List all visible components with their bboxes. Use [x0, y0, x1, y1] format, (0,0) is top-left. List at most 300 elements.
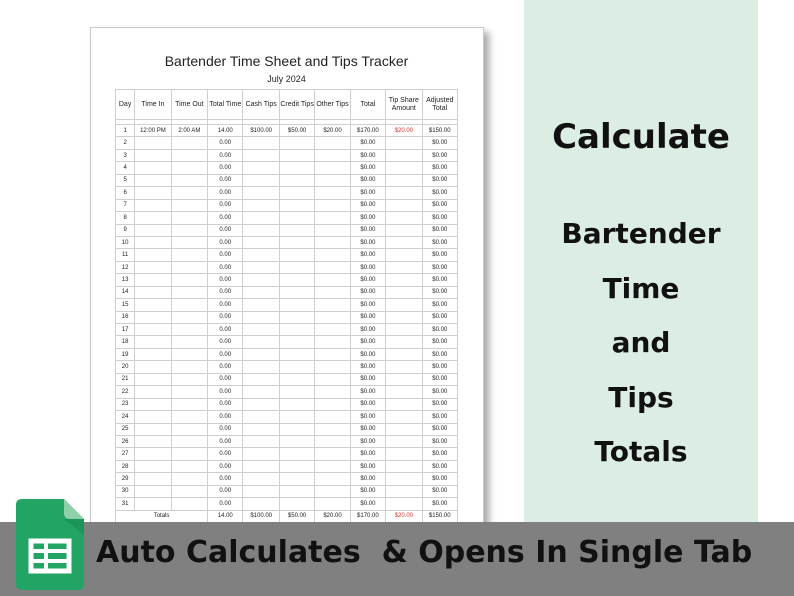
- table-cell: [171, 299, 207, 311]
- table-cell: [315, 162, 350, 174]
- table-cell: $0.00: [422, 137, 457, 149]
- table-cell: $0.00: [350, 137, 385, 149]
- table-cell: [243, 299, 279, 311]
- table-row: [116, 249, 458, 261]
- table-cell: $0.00: [422, 336, 457, 348]
- table-cell: [279, 149, 314, 161]
- table-cell: 0.00: [208, 236, 243, 248]
- table-cell: 0.00: [208, 423, 243, 435]
- table-cell: 0.00: [208, 460, 243, 472]
- table-cell: [315, 336, 350, 348]
- table-cell: $0.00: [422, 485, 457, 497]
- table-cell: [386, 137, 422, 149]
- table-cell: [135, 162, 171, 174]
- table-header-row: [116, 90, 458, 120]
- table-cell: $150.00: [422, 125, 457, 137]
- table-cell: $0.00: [422, 423, 457, 435]
- table-cell: 12: [116, 261, 135, 273]
- table-cell: [315, 460, 350, 472]
- table-cell: 0.00: [208, 249, 243, 261]
- table-cell: [315, 473, 350, 485]
- table-cell: [171, 137, 207, 149]
- table-cell: [315, 249, 350, 261]
- table-cell: 0.00: [208, 361, 243, 373]
- table-cell: 0.00: [208, 348, 243, 360]
- table-cell: [386, 411, 422, 423]
- table-cell: 0.00: [208, 448, 243, 460]
- table-cell: [386, 373, 422, 385]
- table-cell: [315, 398, 350, 410]
- table-cell: $0.00: [422, 386, 457, 398]
- table-cell: [135, 423, 171, 435]
- table-cell: [243, 236, 279, 248]
- table-row: [116, 485, 458, 497]
- table-row: [116, 361, 458, 373]
- table-cell: 7: [116, 199, 135, 211]
- table-cell: $0.00: [350, 274, 385, 286]
- table-cell: [279, 174, 314, 186]
- table-cell: [279, 286, 314, 298]
- table-cell: 0.00: [208, 324, 243, 336]
- table-cell: $0.00: [350, 187, 385, 199]
- table-cell: 19: [116, 348, 135, 360]
- table-cell: [135, 361, 171, 373]
- table-cell: 0.00: [208, 212, 243, 224]
- table-cell: [386, 386, 422, 398]
- promo-heading: Calculate: [552, 117, 730, 157]
- table-cell: $0.00: [350, 162, 385, 174]
- table-cell: [279, 373, 314, 385]
- table-cell: 0.00: [208, 411, 243, 423]
- table-cell: [386, 448, 422, 460]
- table-cell: [386, 187, 422, 199]
- column-header: Total: [350, 90, 385, 120]
- table-cell: [171, 149, 207, 161]
- table-cell: [386, 199, 422, 211]
- table-cell: [279, 361, 314, 373]
- table-cell: $0.00: [350, 286, 385, 298]
- table-cell: [243, 162, 279, 174]
- table-cell: [135, 398, 171, 410]
- table-cell: 30: [116, 485, 135, 497]
- table-cell: 4: [116, 162, 135, 174]
- table-cell: [279, 324, 314, 336]
- table-cell: [243, 473, 279, 485]
- table-row: [116, 236, 458, 248]
- table-cell: [171, 361, 207, 373]
- table-cell: [243, 423, 279, 435]
- table-cell: $50.00: [279, 125, 314, 137]
- table-cell: [279, 212, 314, 224]
- table-cell: [386, 286, 422, 298]
- table-cell: [279, 261, 314, 273]
- table-cell: $0.00: [422, 224, 457, 236]
- table-cell: $0.00: [422, 324, 457, 336]
- table-cell: [315, 411, 350, 423]
- table-cell: 17: [116, 324, 135, 336]
- table-cell: [386, 236, 422, 248]
- table-cell: [243, 249, 279, 261]
- table-cell: [243, 411, 279, 423]
- table-cell: [135, 473, 171, 485]
- table-cell: 0.00: [208, 286, 243, 298]
- table-cell: $0.00: [350, 311, 385, 323]
- table-cell: [171, 448, 207, 460]
- totals-cell: $170.00: [350, 510, 385, 522]
- table-cell: [135, 386, 171, 398]
- table-cell: [243, 311, 279, 323]
- table-cell: $20.00: [386, 125, 422, 137]
- table-cell: [243, 336, 279, 348]
- table-cell: $170.00: [350, 125, 385, 137]
- table-cell: $0.00: [422, 199, 457, 211]
- table-cell: [243, 435, 279, 447]
- table-cell: 8: [116, 212, 135, 224]
- table-cell: [243, 274, 279, 286]
- table-cell: [171, 286, 207, 298]
- sheet-title: Bartender Time Sheet and Tips Tracker: [164, 53, 409, 69]
- table-cell: [386, 311, 422, 323]
- column-header: Time In: [135, 90, 171, 120]
- table-cell: [135, 460, 171, 472]
- table-cell: [171, 373, 207, 385]
- table-cell: [315, 149, 350, 161]
- table-cell: 0.00: [208, 473, 243, 485]
- table-cell: [315, 174, 350, 186]
- table-cell: [386, 398, 422, 410]
- banner-text: Auto Calculates & Opens In Single Tab: [96, 535, 753, 570]
- table-cell: [135, 448, 171, 460]
- table-cell: $0.00: [350, 174, 385, 186]
- table-cell: [243, 261, 279, 273]
- table-cell: [171, 274, 207, 286]
- table-cell: 23: [116, 398, 135, 410]
- table-cell: $0.00: [422, 249, 457, 261]
- table-cell: $0.00: [350, 448, 385, 460]
- table-row: [116, 274, 458, 286]
- table-cell: [135, 286, 171, 298]
- table-cell: [243, 174, 279, 186]
- table-cell: [135, 137, 171, 149]
- table-row: [116, 398, 458, 410]
- table-cell: $0.00: [422, 435, 457, 447]
- table-cell: [279, 348, 314, 360]
- table-cell: 0.00: [208, 274, 243, 286]
- table-cell: [279, 336, 314, 348]
- table-cell: $0.00: [422, 498, 457, 510]
- table-cell: [279, 473, 314, 485]
- table-cell: 24: [116, 411, 135, 423]
- table-cell: $0.00: [422, 411, 457, 423]
- table-cell: [315, 423, 350, 435]
- table-cell: [243, 348, 279, 360]
- table-row: [116, 498, 458, 510]
- table-cell: 20: [116, 361, 135, 373]
- table-cell: [279, 485, 314, 497]
- table-cell: 0.00: [208, 187, 243, 199]
- table-cell: [171, 411, 207, 423]
- table-cell: [315, 311, 350, 323]
- table-cell: $0.00: [350, 149, 385, 161]
- column-header: Time Out: [171, 90, 207, 120]
- table-cell: [243, 199, 279, 211]
- table-cell: 0.00: [208, 199, 243, 211]
- table-cell: $0.00: [422, 286, 457, 298]
- table-cell: [315, 361, 350, 373]
- table-cell: [243, 137, 279, 149]
- table-cell: 2: [116, 137, 135, 149]
- table-cell: [315, 373, 350, 385]
- table-cell: [279, 199, 314, 211]
- table-cell: 0.00: [208, 261, 243, 273]
- table-cell: $0.00: [422, 187, 457, 199]
- table-cell: [135, 261, 171, 273]
- table-row: [116, 448, 458, 460]
- table-cell: [171, 460, 207, 472]
- table-cell: 0.00: [208, 149, 243, 161]
- totals-cell: $20.00: [386, 510, 422, 522]
- table-row: [116, 125, 458, 137]
- table-cell: [386, 361, 422, 373]
- table-cell: [315, 187, 350, 199]
- table-cell: [386, 249, 422, 261]
- table-cell: 0.00: [208, 224, 243, 236]
- table-cell: 11: [116, 249, 135, 261]
- table-cell: $0.00: [350, 423, 385, 435]
- table-cell: [386, 336, 422, 348]
- tips-table: [115, 89, 458, 523]
- table-cell: [386, 460, 422, 472]
- table-cell: [315, 261, 350, 273]
- table-row: [116, 212, 458, 224]
- table-cell: [135, 249, 171, 261]
- table-cell: $0.00: [422, 212, 457, 224]
- table-cell: 9: [116, 224, 135, 236]
- table-cell: $0.00: [350, 261, 385, 273]
- table-cell: [171, 174, 207, 186]
- table-cell: $0.00: [350, 361, 385, 373]
- table-cell: 0.00: [208, 398, 243, 410]
- table-cell: 18: [116, 336, 135, 348]
- table-cell: 21: [116, 373, 135, 385]
- table-cell: [135, 348, 171, 360]
- table-cell: 12:00 PM: [135, 125, 171, 137]
- table-cell: [279, 423, 314, 435]
- table-cell: [315, 386, 350, 398]
- table-cell: $0.00: [350, 212, 385, 224]
- table-cell: [171, 485, 207, 497]
- table-cell: [135, 274, 171, 286]
- table-cell: [386, 485, 422, 497]
- table-cell: [386, 212, 422, 224]
- table-cell: 16: [116, 311, 135, 323]
- table-cell: [386, 224, 422, 236]
- table-cell: [171, 386, 207, 398]
- table-cell: 28: [116, 460, 135, 472]
- totals-cell: $150.00: [422, 510, 457, 522]
- table-cell: [135, 299, 171, 311]
- table-cell: [386, 324, 422, 336]
- table-cell: 0.00: [208, 373, 243, 385]
- table-cell: [243, 324, 279, 336]
- table-row: [116, 373, 458, 385]
- table-cell: $0.00: [422, 448, 457, 460]
- promo-line: Time: [602, 272, 680, 305]
- table-cell: [386, 162, 422, 174]
- column-header: Tip Share Amount: [386, 90, 422, 120]
- promo-line: Bartender: [561, 217, 721, 250]
- table-cell: [135, 498, 171, 510]
- table-cell: [279, 137, 314, 149]
- totals-label: Totals: [116, 510, 208, 522]
- table-cell: $0.00: [422, 162, 457, 174]
- table-row: [116, 411, 458, 423]
- table-cell: 27: [116, 448, 135, 460]
- table-cell: [243, 286, 279, 298]
- table-cell: [243, 373, 279, 385]
- table-cell: [171, 236, 207, 248]
- table-cell: [279, 460, 314, 472]
- table-cell: 31: [116, 498, 135, 510]
- table-cell: 29: [116, 473, 135, 485]
- table-cell: [315, 485, 350, 497]
- table-cell: [386, 174, 422, 186]
- table-cell: 3: [116, 149, 135, 161]
- table-cell: [171, 311, 207, 323]
- table-cell: [171, 162, 207, 174]
- table-cell: 0.00: [208, 174, 243, 186]
- column-header: Day: [116, 90, 135, 120]
- table-cell: 14: [116, 286, 135, 298]
- table-cell: $0.00: [350, 485, 385, 497]
- table-cell: 15: [116, 299, 135, 311]
- promo-line: Tips: [608, 381, 674, 414]
- table-cell: 0.00: [208, 299, 243, 311]
- table-cell: [243, 498, 279, 510]
- table-cell: [243, 398, 279, 410]
- table-cell: $0.00: [422, 299, 457, 311]
- table-cell: [171, 199, 207, 211]
- table-cell: [171, 398, 207, 410]
- table-row: [116, 187, 458, 199]
- table-cell: [386, 274, 422, 286]
- table-cell: $0.00: [422, 274, 457, 286]
- table-cell: 25: [116, 423, 135, 435]
- table-cell: [135, 336, 171, 348]
- table-row: [116, 324, 458, 336]
- promo-line: and: [611, 326, 671, 359]
- table-cell: [171, 212, 207, 224]
- table-cell: 13: [116, 274, 135, 286]
- table-cell: $0.00: [422, 311, 457, 323]
- table-cell: [279, 311, 314, 323]
- table-cell: [135, 199, 171, 211]
- table-cell: [315, 212, 350, 224]
- totals-cell: $20.00: [315, 510, 350, 522]
- table-cell: [135, 174, 171, 186]
- sheet-subtitle: July 2024: [267, 74, 306, 84]
- table-cell: [171, 324, 207, 336]
- table-cell: 2:00 AM: [171, 125, 207, 137]
- table-cell: $0.00: [350, 249, 385, 261]
- table-cell: [315, 498, 350, 510]
- table-cell: [279, 236, 314, 248]
- table-cell: $0.00: [422, 361, 457, 373]
- table-cell: [315, 236, 350, 248]
- table-cell: [386, 423, 422, 435]
- table-cell: [315, 224, 350, 236]
- table-cell: $0.00: [422, 174, 457, 186]
- table-cell: [279, 299, 314, 311]
- table-cell: [315, 435, 350, 447]
- promo-line: Totals: [594, 435, 688, 468]
- table-cell: [135, 187, 171, 199]
- table-cell: $0.00: [350, 299, 385, 311]
- column-header: Cash Tips: [243, 90, 279, 120]
- table-cell: [386, 261, 422, 273]
- table-cell: [315, 324, 350, 336]
- table-cell: $0.00: [350, 473, 385, 485]
- table-cell: [135, 212, 171, 224]
- table-cell: [315, 137, 350, 149]
- table-cell: [135, 236, 171, 248]
- table-row: [116, 224, 458, 236]
- table-cell: [243, 361, 279, 373]
- table-cell: [279, 398, 314, 410]
- table-cell: 5: [116, 174, 135, 186]
- table-cell: $0.00: [422, 373, 457, 385]
- table-cell: [315, 199, 350, 211]
- table-cell: [171, 336, 207, 348]
- table-cell: [315, 348, 350, 360]
- table-cell: 0.00: [208, 498, 243, 510]
- table-cell: 0.00: [208, 336, 243, 348]
- table-cell: $0.00: [422, 473, 457, 485]
- table-cell: [171, 498, 207, 510]
- table-cell: $0.00: [350, 460, 385, 472]
- table-row: [116, 460, 458, 472]
- table-row: [116, 261, 458, 273]
- table-cell: [279, 435, 314, 447]
- table-cell: [243, 212, 279, 224]
- totals-cell: $50.00: [279, 510, 314, 522]
- table-cell: [171, 261, 207, 273]
- column-header: Credit Tips: [279, 90, 314, 120]
- table-cell: [171, 348, 207, 360]
- table-cell: [386, 435, 422, 447]
- table-cell: [279, 187, 314, 199]
- table-cell: $0.00: [350, 435, 385, 447]
- table-cell: [171, 423, 207, 435]
- table-cell: [279, 162, 314, 174]
- table-cell: [279, 498, 314, 510]
- table-cell: [135, 411, 171, 423]
- table-cell: [279, 249, 314, 261]
- table-row: [116, 348, 458, 360]
- table-cell: $0.00: [350, 411, 385, 423]
- table-row: [116, 336, 458, 348]
- table-cell: [279, 411, 314, 423]
- google-sheets-icon: [16, 499, 84, 590]
- totals-row: [116, 510, 458, 522]
- table-cell: [386, 473, 422, 485]
- table-cell: 0.00: [208, 137, 243, 149]
- table-cell: $0.00: [422, 261, 457, 273]
- table-cell: $0.00: [422, 348, 457, 360]
- table-cell: [386, 498, 422, 510]
- table-cell: $0.00: [350, 224, 385, 236]
- table-cell: [135, 224, 171, 236]
